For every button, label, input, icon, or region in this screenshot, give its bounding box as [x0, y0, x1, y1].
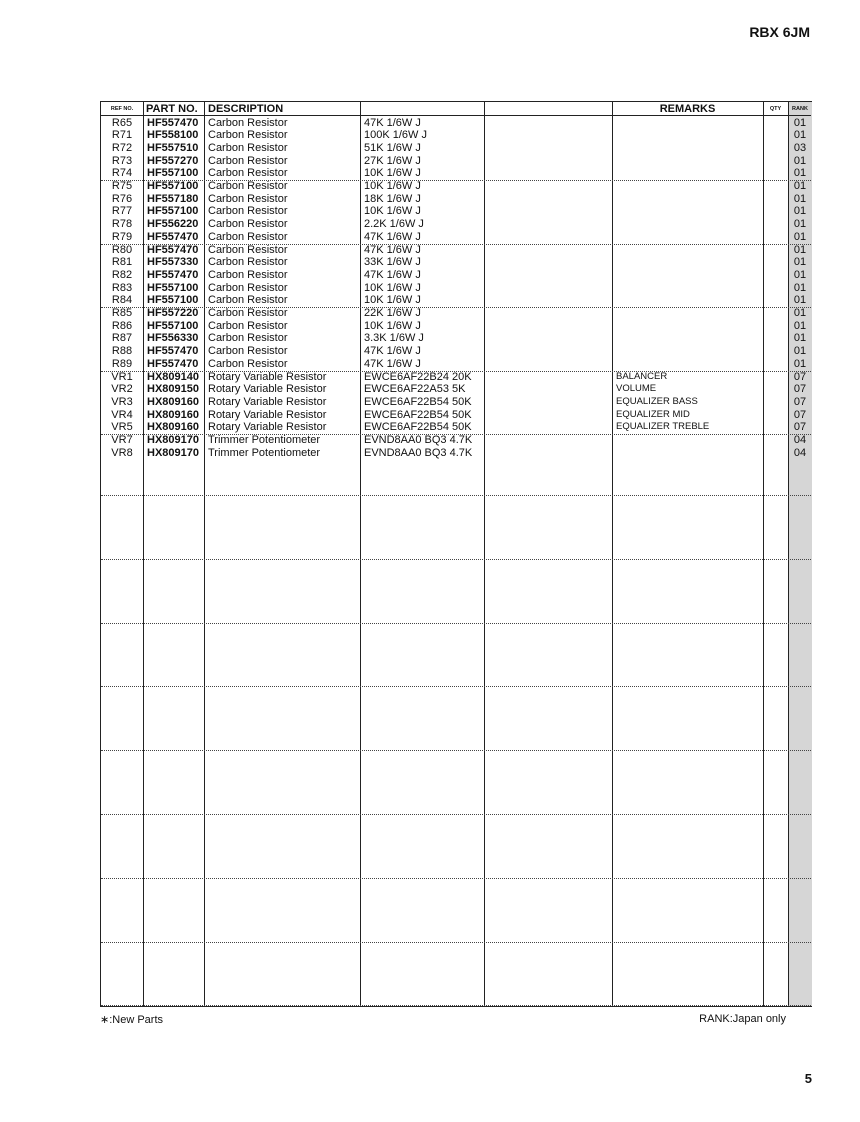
spec-cell: 10K 1/6W J	[364, 294, 421, 307]
ref-no-cell: R87	[111, 332, 133, 345]
part-no-cell: HF557470	[147, 268, 199, 281]
header-description: DESCRIPTION	[208, 103, 284, 115]
table-row	[101, 358, 811, 371]
remarks-cell: BALANCER	[616, 370, 668, 382]
rank-cell: 01	[793, 180, 807, 192]
part-no-cell: HF557470	[147, 357, 199, 370]
part-no-cell: HX809170	[147, 434, 199, 446]
spec-cell: 10K 1/6W J	[364, 205, 421, 218]
table-row	[101, 155, 811, 168]
ref-no-cell: R89	[111, 357, 133, 370]
ref-no-cell: R85	[111, 307, 133, 319]
ref-no-cell: VR5	[111, 421, 133, 434]
remarks-cell: VOLUME	[616, 383, 657, 395]
row-divider	[101, 244, 811, 245]
spec-cell: EWCE6AF22A53 5K	[364, 383, 466, 396]
spec-cell: 33K 1/6W J	[364, 256, 421, 269]
table-row	[101, 383, 811, 396]
description-cell: Carbon Resistor	[208, 256, 288, 269]
page-number: 5	[804, 1071, 812, 1086]
description-cell: Trimmer Potentiometer	[208, 434, 321, 446]
header-ref-no: REF NO.	[110, 106, 134, 112]
rank-cell: 01	[793, 116, 807, 129]
rank-cell: 01	[793, 192, 807, 205]
table-row	[101, 282, 811, 295]
table-row	[101, 117, 811, 130]
part-no-cell: HF557180	[147, 192, 199, 205]
table-row	[101, 129, 811, 142]
part-no-cell: HF557510	[147, 141, 199, 154]
description-cell: Carbon Resistor	[208, 319, 288, 332]
rank-cell: 01	[793, 230, 807, 243]
table-row	[101, 269, 811, 282]
rank-cell: 07	[793, 421, 807, 434]
description-cell: Carbon Resistor	[208, 357, 288, 370]
rank-cell: 07	[793, 383, 807, 396]
ref-no-cell: R81	[111, 256, 133, 269]
rank-cell: 01	[793, 218, 807, 231]
spec-cell: 3.3K 1/6W J	[364, 332, 424, 345]
part-no-cell: HX809160	[147, 395, 199, 408]
table-row	[101, 193, 811, 206]
rank-cell: 01	[793, 205, 807, 218]
spec-cell: 10K 1/6W J	[364, 167, 421, 180]
model-title: RBX 6JM	[749, 24, 810, 40]
table-row	[101, 447, 811, 460]
rank-cell: 04	[793, 446, 807, 459]
table-row	[101, 294, 811, 307]
rank-cell: 07	[793, 370, 807, 383]
part-no-cell: HF557100	[147, 205, 199, 218]
row-divider	[101, 434, 811, 435]
description-cell: Rotary Variable Resistor	[208, 395, 327, 408]
table-row	[101, 409, 811, 422]
ref-no-cell: R71	[111, 129, 133, 142]
spec-cell: EWCE6AF22B24 20K	[364, 370, 472, 383]
part-no-cell: HX809140	[147, 370, 199, 383]
table-row	[101, 244, 811, 257]
description-cell: Carbon Resistor	[208, 141, 288, 154]
description-cell: Rotary Variable Resistor	[208, 408, 327, 421]
part-no-cell: HF557470	[147, 230, 199, 243]
part-no-cell: HF557470	[147, 345, 199, 358]
description-cell: Carbon Resistor	[208, 205, 288, 218]
rank-cell: 01	[793, 319, 807, 332]
table-row	[101, 421, 811, 434]
part-no-cell: HF557470	[147, 243, 199, 256]
description-cell: Carbon Resistor	[208, 332, 288, 345]
rank-cell: 07	[793, 408, 807, 421]
spec-cell: 100K 1/6W J	[364, 129, 427, 142]
ref-no-cell: VR1	[111, 370, 133, 383]
row-divider	[101, 307, 811, 308]
description-cell: Carbon Resistor	[208, 167, 288, 180]
rank-cell: 01	[793, 357, 807, 370]
part-no-cell: HF557470	[147, 116, 199, 129]
ref-no-cell: R72	[111, 141, 133, 154]
part-no-cell: HX809160	[147, 421, 199, 434]
part-no-cell: HF557220	[147, 307, 199, 319]
ref-no-cell: VR3	[111, 395, 133, 408]
remarks-cell: EQUALIZER BASS	[616, 395, 698, 407]
rank-cell: 01	[793, 256, 807, 269]
spec-cell: 2.2K 1/6W J	[364, 218, 424, 231]
table-row	[101, 231, 811, 244]
spec-cell: 47K 1/6W J	[364, 230, 421, 243]
spec-cell: EVND8AA0 BQ3 4.7K	[364, 434, 473, 446]
part-no-cell: HF556220	[147, 218, 199, 231]
description-cell: Carbon Resistor	[208, 192, 288, 205]
description-cell: Carbon Resistor	[208, 154, 288, 167]
spec-cell: 47K 1/6W J	[364, 116, 421, 129]
header-part-no: PART NO.	[146, 103, 198, 115]
ref-no-cell: R82	[111, 268, 133, 281]
spec-cell: 47K 1/6W J	[364, 243, 421, 256]
ref-no-cell: R80	[111, 243, 133, 256]
part-no-cell: HF557100	[147, 281, 199, 294]
row-divider	[101, 686, 811, 687]
rank-cell: 07	[793, 395, 807, 408]
ref-no-cell: R73	[111, 154, 133, 167]
table-row	[101, 332, 811, 345]
part-no-cell: HX809160	[147, 408, 199, 421]
ref-no-cell: R86	[111, 319, 133, 332]
table-row	[101, 345, 811, 358]
spec-cell: 47K 1/6W J	[364, 345, 421, 358]
row-divider	[101, 180, 811, 181]
new-parts-note: ∗:New Parts	[100, 1014, 164, 1026]
ref-no-cell: R83	[111, 281, 133, 294]
header-remarks: REMARKS	[659, 103, 716, 115]
description-cell: Carbon Resistor	[208, 116, 288, 129]
header-rank: RANK	[792, 106, 808, 112]
ref-no-cell: VR8	[111, 446, 133, 459]
spec-cell: EVND8AA0 BQ3 4.7K	[364, 446, 473, 459]
description-cell: Carbon Resistor	[208, 243, 288, 256]
ref-no-cell: VR4	[111, 408, 133, 421]
spec-cell: 22K 1/6W J	[364, 307, 421, 319]
table-row	[101, 205, 811, 218]
part-no-cell: HX809150	[147, 383, 199, 396]
rank-cell: 01	[793, 243, 807, 256]
row-divider	[101, 559, 811, 560]
part-no-cell: HF557100	[147, 180, 199, 192]
part-no-cell: HF556330	[147, 332, 199, 345]
rank-cell: 01	[793, 154, 807, 167]
description-cell: Carbon Resistor	[208, 294, 288, 307]
row-divider	[101, 495, 811, 496]
ref-no-cell: R88	[111, 345, 133, 358]
row-divider	[101, 1005, 811, 1006]
ref-no-cell: VR2	[111, 383, 133, 396]
description-cell: Carbon Resistor	[208, 230, 288, 243]
rank-cell: 01	[793, 307, 807, 319]
part-no-cell: HF557100	[147, 167, 199, 180]
description-cell: Carbon Resistor	[208, 307, 288, 319]
remarks-cell: EQUALIZER TREBLE	[616, 421, 710, 433]
row-divider	[101, 878, 811, 879]
part-no-cell: HF557330	[147, 256, 199, 269]
table-row	[101, 320, 811, 333]
part-no-cell: HF558100	[147, 129, 199, 142]
spec-cell: 10K 1/6W J	[364, 180, 421, 192]
ref-no-cell: R77	[111, 205, 133, 218]
rank-cell: 01	[793, 129, 807, 142]
header-qty: QTY	[769, 106, 782, 112]
description-cell: Carbon Resistor	[208, 268, 288, 281]
table-header	[101, 102, 811, 116]
row-divider	[101, 371, 811, 372]
ref-no-cell: VR7	[111, 434, 133, 446]
table-row	[101, 167, 811, 180]
part-no-cell: HX809170	[147, 446, 199, 459]
rank-cell: 03	[793, 141, 807, 154]
description-cell: Rotary Variable Resistor	[208, 421, 327, 434]
ref-no-cell: R65	[111, 116, 133, 129]
table-row	[101, 142, 811, 155]
table-row	[101, 307, 811, 320]
description-cell: Carbon Resistor	[208, 281, 288, 294]
rank-note: RANK:Japan only	[699, 1013, 786, 1025]
table-row	[101, 256, 811, 269]
row-divider	[101, 623, 811, 624]
rank-cell: 01	[793, 281, 807, 294]
description-cell: Carbon Resistor	[208, 129, 288, 142]
description-cell: Rotary Variable Resistor	[208, 383, 327, 396]
row-divider	[101, 814, 811, 815]
ref-no-cell: R78	[111, 218, 133, 231]
rank-cell: 01	[793, 294, 807, 307]
spec-cell: 10K 1/6W J	[364, 281, 421, 294]
table-row	[101, 434, 811, 447]
rank-cell: 04	[793, 434, 807, 446]
parts-list-table	[100, 101, 812, 1007]
description-cell: Carbon Resistor	[208, 180, 288, 192]
spec-cell: EWCE6AF22B54 50K	[364, 395, 472, 408]
ref-no-cell: R74	[111, 167, 133, 180]
part-no-cell: HF557100	[147, 294, 199, 307]
part-no-cell: HF557100	[147, 319, 199, 332]
spec-cell: EWCE6AF22B54 50K	[364, 421, 472, 434]
table-row	[101, 371, 811, 384]
spec-cell: 18K 1/6W J	[364, 192, 421, 205]
description-cell: Rotary Variable Resistor	[208, 370, 327, 383]
table-row	[101, 396, 811, 409]
spec-cell: 47K 1/6W J	[364, 357, 421, 370]
rank-cell: 01	[793, 167, 807, 180]
row-divider	[101, 942, 811, 943]
description-cell: Trimmer Potentiometer	[208, 446, 321, 459]
rank-cell: 01	[793, 345, 807, 358]
spec-cell: 51K 1/6W J	[364, 141, 421, 154]
row-divider	[101, 750, 811, 751]
spec-cell: 27K 1/6W J	[364, 154, 421, 167]
rank-cell: 01	[793, 268, 807, 281]
description-cell: Carbon Resistor	[208, 218, 288, 231]
ref-no-cell: R76	[111, 192, 133, 205]
table-row	[101, 218, 811, 231]
spec-cell: 10K 1/6W J	[364, 319, 421, 332]
description-cell: Carbon Resistor	[208, 345, 288, 358]
ref-no-cell: R84	[111, 294, 133, 307]
remarks-cell: EQUALIZER MID	[616, 408, 690, 420]
table-row	[101, 180, 811, 193]
part-no-cell: HF557270	[147, 154, 199, 167]
spec-cell: 47K 1/6W J	[364, 268, 421, 281]
ref-no-cell: R75	[111, 180, 133, 192]
rank-cell: 01	[793, 332, 807, 345]
spec-cell: EWCE6AF22B54 50K	[364, 408, 472, 421]
ref-no-cell: R79	[111, 230, 133, 243]
